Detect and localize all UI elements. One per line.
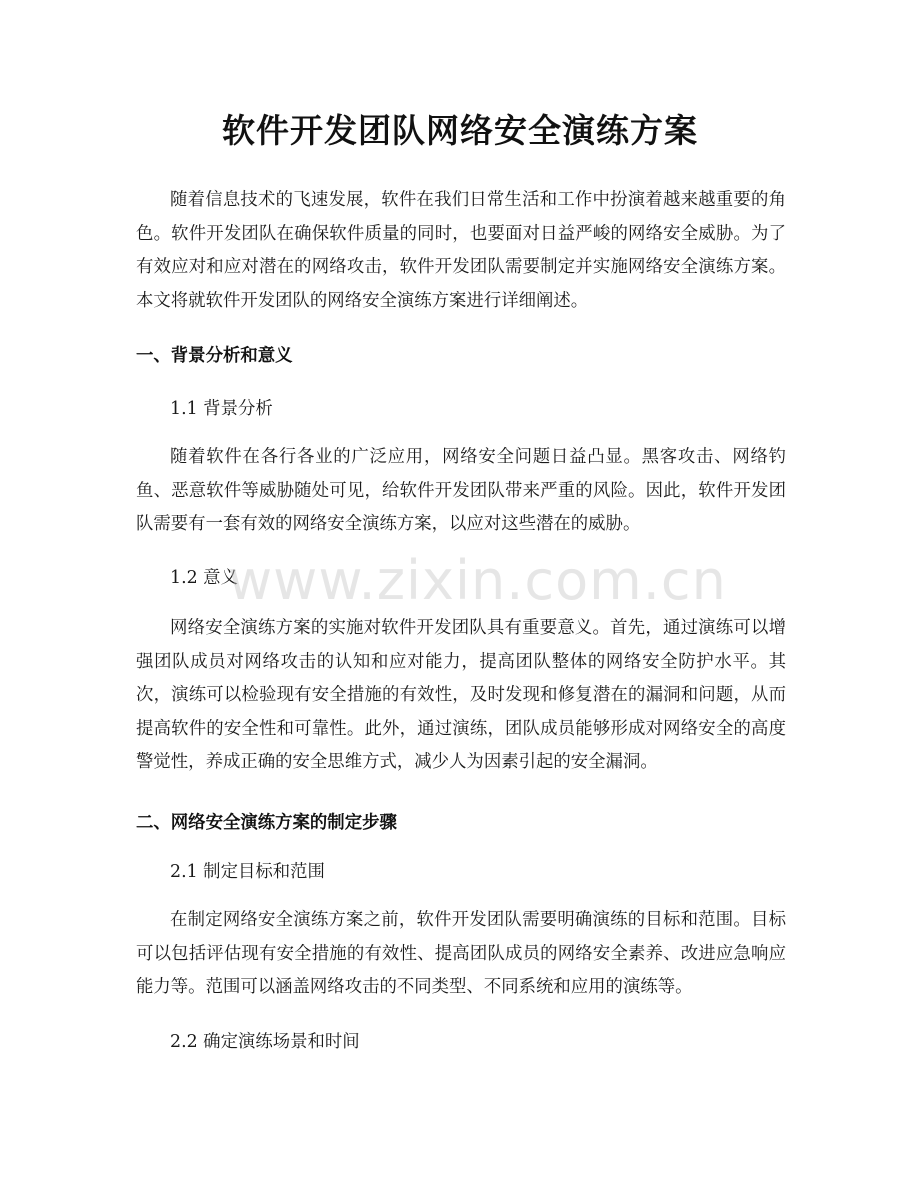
document-title: 软件开发团队网络安全演练方案: [222, 111, 698, 150]
subsection-title-significance: 1.2 意义: [170, 568, 238, 588]
section-heading-steps: 二、网络安全演练方案的制定步骤: [136, 813, 397, 833]
paragraph-background-analysis: 随着软件在各行各业的广泛应用，网络安全问题日益凸显。黑客攻击、网络钓鱼、恶意软件等威胁随处可见，给软件开发团队带来严重的风险。因此，软件开发团队需要有一套有效的网络安全演练方案，以应对这些潜在的威胁。: [136, 447, 786, 535]
subsection-title-scenario-time: 2.2 确定演练场景和时间: [170, 1032, 360, 1052]
subsection-title-background-analysis: 1.1 背景分析: [170, 399, 273, 419]
section-heading-background: 一、背景分析和意义: [136, 346, 293, 366]
paragraph-goals-scope: 在制定网络安全演练方案之前，软件开发团队需要明确演练的目标和范围。目标可以包括评估现有安全措施的有效性、提高团队成员的网络安全素养、改进应急响应能力等。范围可以涵盖网络攻击的不同类型、不同系统和应用的演练等。: [136, 910, 786, 998]
paragraph-significance: 网络安全演练方案的实施对软件开发团队具有重要意义。首先，通过演练可以增强团队成员对网络攻击的认知和应对能力，提高团队整体的网络安全防护水平。其次，演练可以检验现有安全措施的有效性，及时发现和修复潜在的漏洞和问题，从而提高软件的安全性和可靠性。此外，通过演练，团队成员能够形成对网络安全的高度警觉性，养成正确的安全思维方式，减少人为因素引起的安全漏洞。: [136, 618, 786, 773]
subsection-title-goals-scope: 2.1 制定目标和范围: [170, 862, 325, 882]
intro-paragraph: 随着信息技术的飞速发展，软件在我们日常生活和工作中扮演着越来越重要的角色。软件开发团队在确保软件质量的同时，也要面对日益严峻的网络安全威胁。为了有效应对和应对潜在的网络攻击，软件开发团队需要制定并实施网络安全演练方案。本文将就软件开发团队的网络安全演练方案进行详细阐述。: [136, 190, 786, 311]
watermark-text: www.zixin.com.cn: [228, 549, 727, 612]
